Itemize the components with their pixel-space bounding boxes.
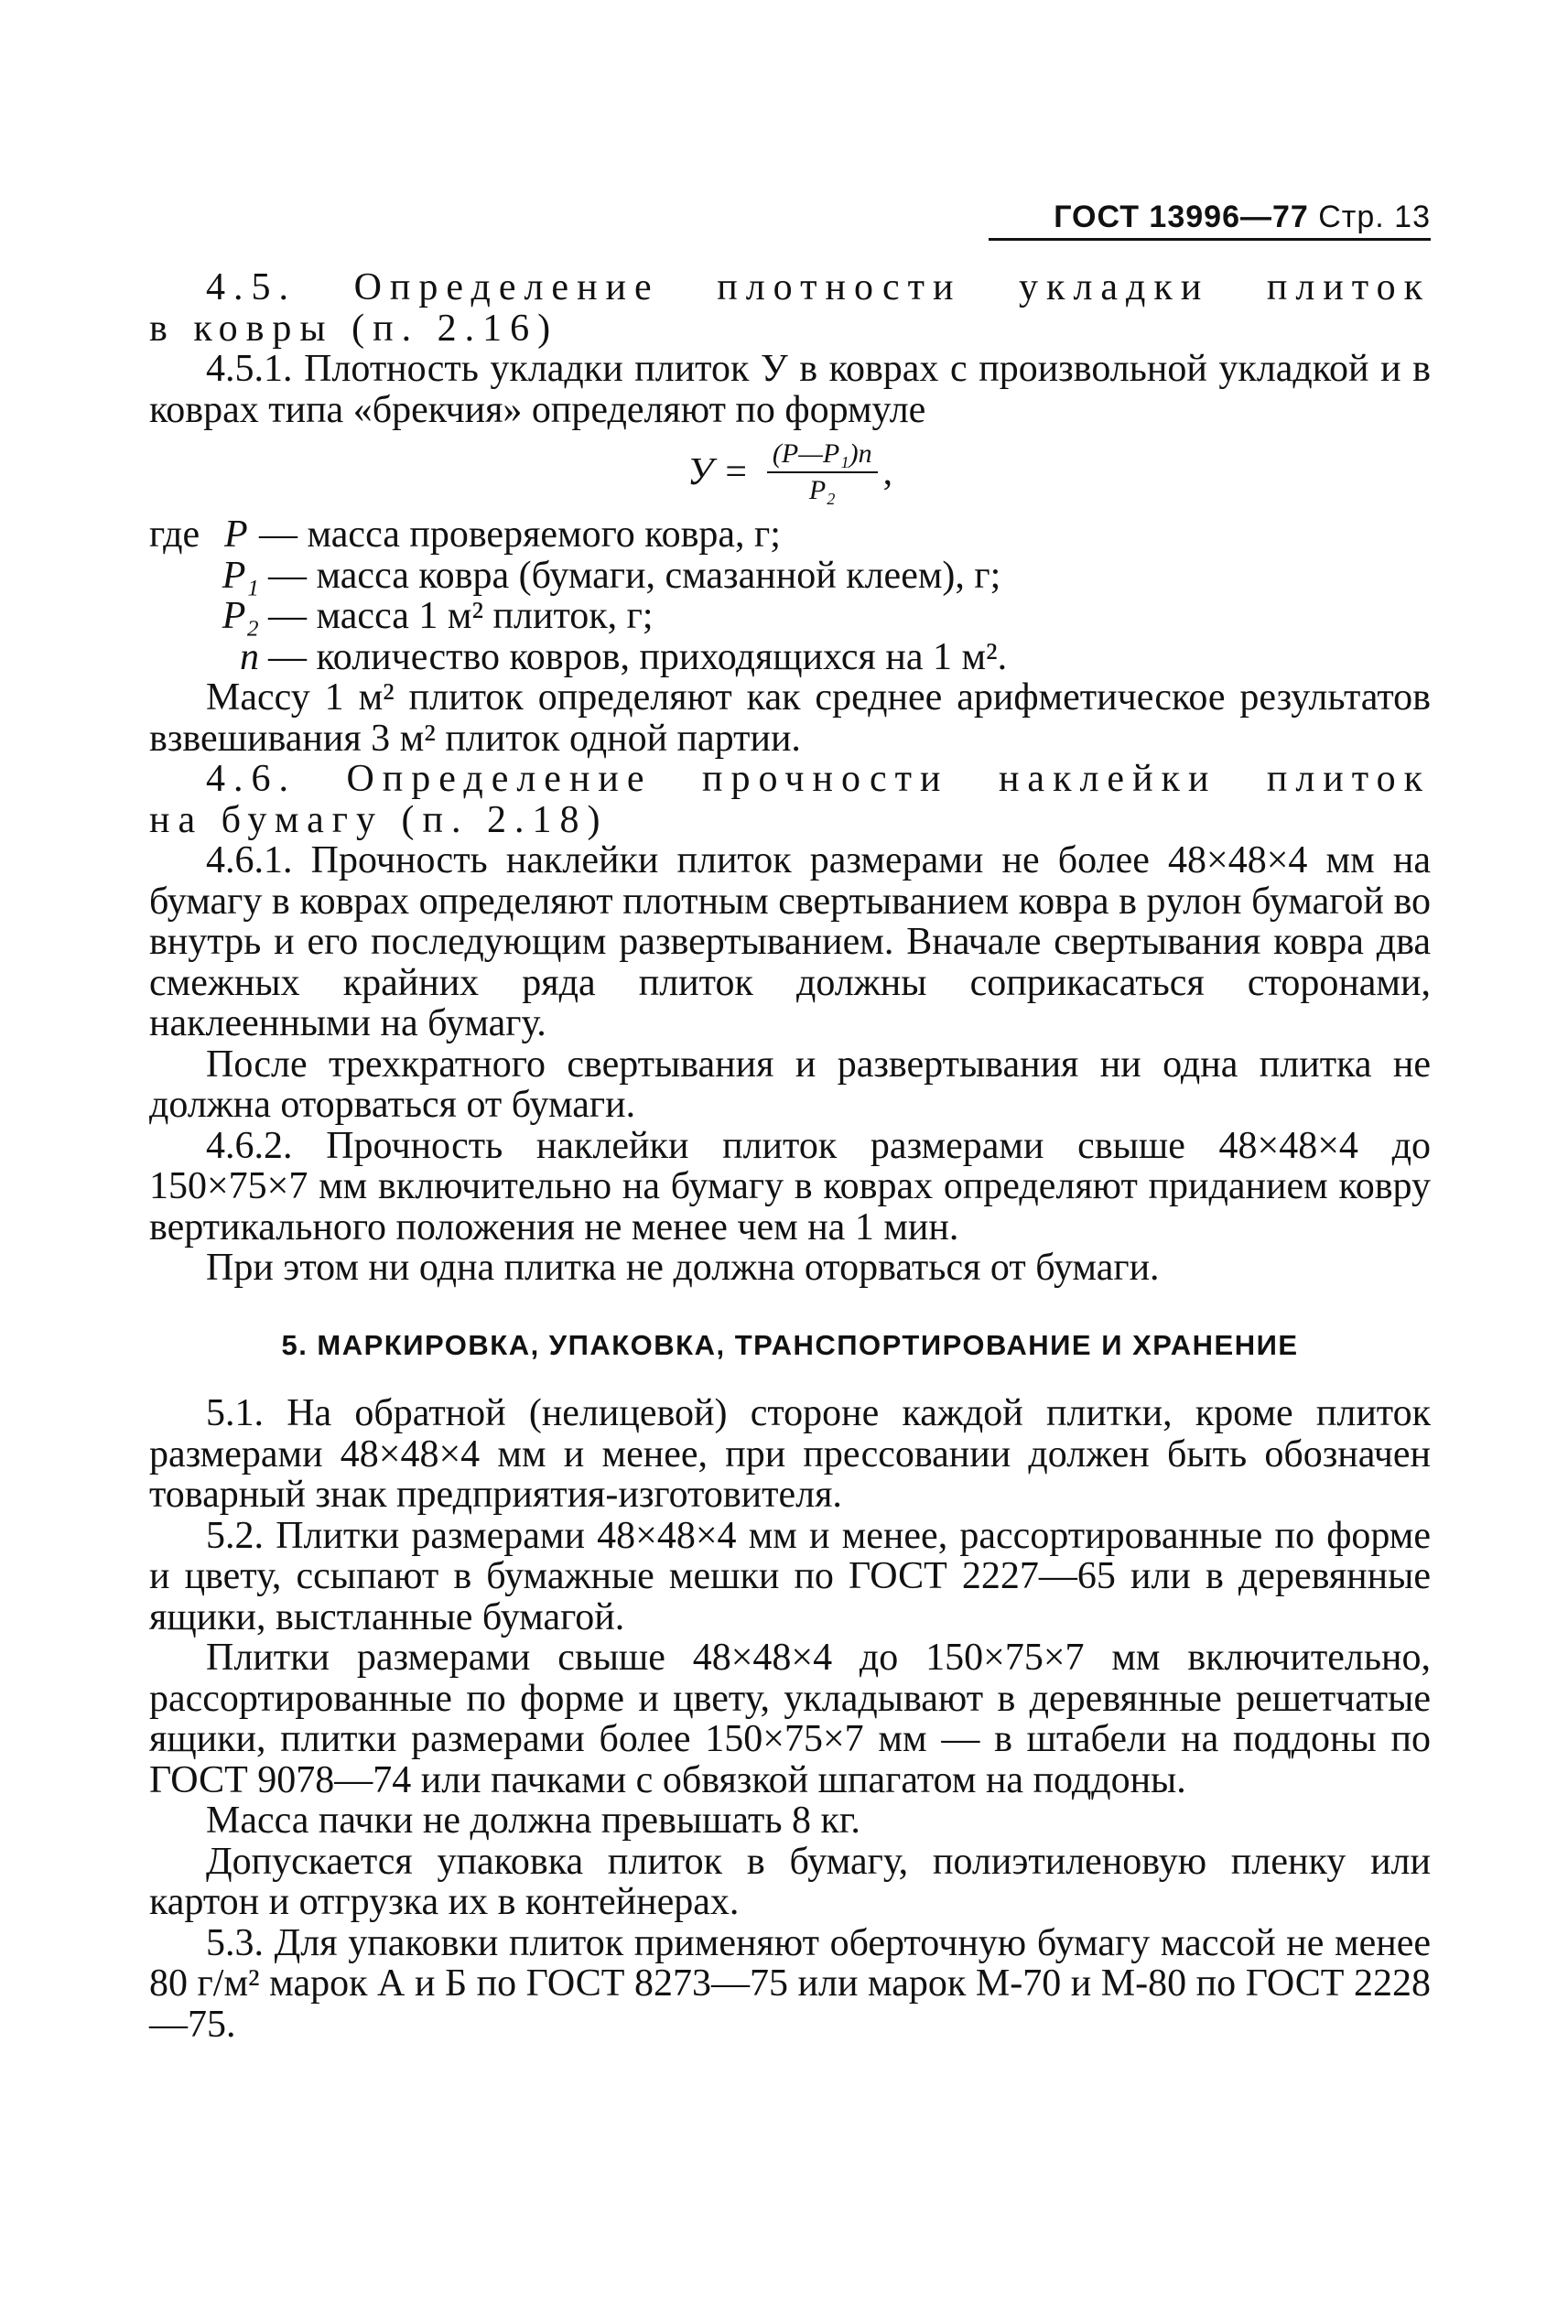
definition-symbol: P₁ [222, 554, 259, 597]
definition-symbol: n [240, 635, 259, 678]
paragraph-5-2b: Плитки размерами свыше 48×48×4 до 150×75×7 мм включительно, рассортированные по форме и цвету, укладывают в деревянные решетчатые ящики, плитки размерами более 150×75×7 мм — в штабели на поддоны по ГОСТ 9078—74 или пачками с обвязкой шпагатом на поддоны. [149, 1637, 1431, 1801]
document-body [149, 267, 1431, 2045]
paragraph-4-6-2: 4.6.2. Прочность наклейки плиток размерами свыше 48×48×4 до 150×75×7 мм включительно на бумагу в коврах определяют приданием ковру вертикального положения не менее чем на 1 мин. [149, 1124, 1431, 1248]
heading-4-5: 4.5. Определение плотности укладки плиток [206, 266, 1431, 308]
paragraph-4-6-1: 4.6.1. Прочность наклейки плиток размерами не более 48×48×4 мм на бумагу в коврах определяют плотным свертыванием ковра в рулон бумагой во внутрь и его последующим развертыванием. Вначале свертывания ковра два смежных крайних ряда плиток должны соприкасаться сторонами, наклеенными на бумагу. [149, 839, 1431, 1044]
paragraph-4-5-mass: Массу 1 м² плиток определяют как среднее арифметическое результатов взвешивания 3 м² плиток одной партии. [149, 676, 1431, 760]
header-rule [989, 238, 1431, 241]
definition-symbol: P₂ [222, 595, 259, 637]
paragraph-5-1: 5.1. На обратной (нелицевой) стороне каждой плитки, кроме плиток размерами 48×48×4 мм и менее, при прессовании должен быть обозначен товарный знак предприятия-изготовителя. [149, 1392, 1431, 1516]
page-number: Стр. 13 [1318, 200, 1431, 234]
formula-suffix: , [882, 450, 893, 493]
definition-row [149, 596, 1431, 637]
formula-definitions [149, 514, 1431, 677]
heading-4-6: 4.6. Определение прочности наклейки плиток [206, 758, 1431, 800]
definition-lead: где [149, 513, 200, 556]
page-header [989, 200, 1431, 235]
formula-numerator: (P—P₁)n [767, 437, 878, 473]
paragraph-5-2c: Масса пачки не должна превышать 8 кг. [206, 1800, 860, 1842]
definition-text: — масса 1 м² плиток, г; [268, 595, 654, 637]
definition-row [149, 514, 1431, 556]
definition-row [149, 637, 1431, 678]
paragraph-5-2d: Допускается упаковка плиток в бумагу, полиэтиленовую пленку или картон и отгрузка их в контейнерах. [149, 1840, 1431, 1923]
paragraph-4-6-2b: При этом ни одна плитка не должна оторваться от бумаги. [206, 1247, 1160, 1289]
standard-number: ГОСТ 13996—77 [1054, 200, 1309, 234]
density-formula [149, 430, 1431, 514]
paragraph-4-6-1b: После трехкратного свертывания и развертывания ни одна плитка не должна оторваться от бумаги. [149, 1043, 1431, 1126]
formula-denominator: P₂ [808, 475, 836, 505]
formula-fraction [767, 437, 878, 508]
paragraph-5-3: 5.3. Для упаковки плиток применяют оберточную бумагу массой не менее 80 г/м² марок А и Б по ГОСТ 8273—75 или марок М-70 и М-80 по ГОСТ 2228—75. [149, 1921, 1431, 2046]
paragraph-4-5-1: 4.5.1. Плотность укладки плиток У в коврах с произвольной укладкой и в коврах типа «брекчия» определяют по формуле [149, 348, 1431, 431]
definition-text: — масса ковра (бумаги, смазанной клеем), г; [268, 554, 1001, 597]
heading-4-5-cont: в ковры (п. 2.16) [149, 307, 559, 350]
paragraph-5-2: 5.2. Плитки размерами 48×48×4 мм и менее, рассортированные по форме и цвету, ссыпают в бумажные мешки по ГОСТ 2227—65 или в деревянные ящики, выстланные бумагой. [149, 1514, 1431, 1638]
section-5-title: 5. МАРКИРОВКА, УПАКОВКА, ТРАНСПОРТИРОВАНИЕ И ХРАНЕНИЕ [281, 1328, 1299, 1361]
definition-text: — масса проверяемого ковра, г; [259, 513, 781, 556]
heading-4-6-cont: на бумагу (п. 2.18) [149, 798, 609, 841]
definition-row [149, 556, 1431, 597]
formula-lhs: У = [687, 450, 749, 493]
definition-symbol: P [224, 513, 248, 556]
definition-text: — количество ковров, приходящихся на 1 м². [268, 635, 1008, 678]
